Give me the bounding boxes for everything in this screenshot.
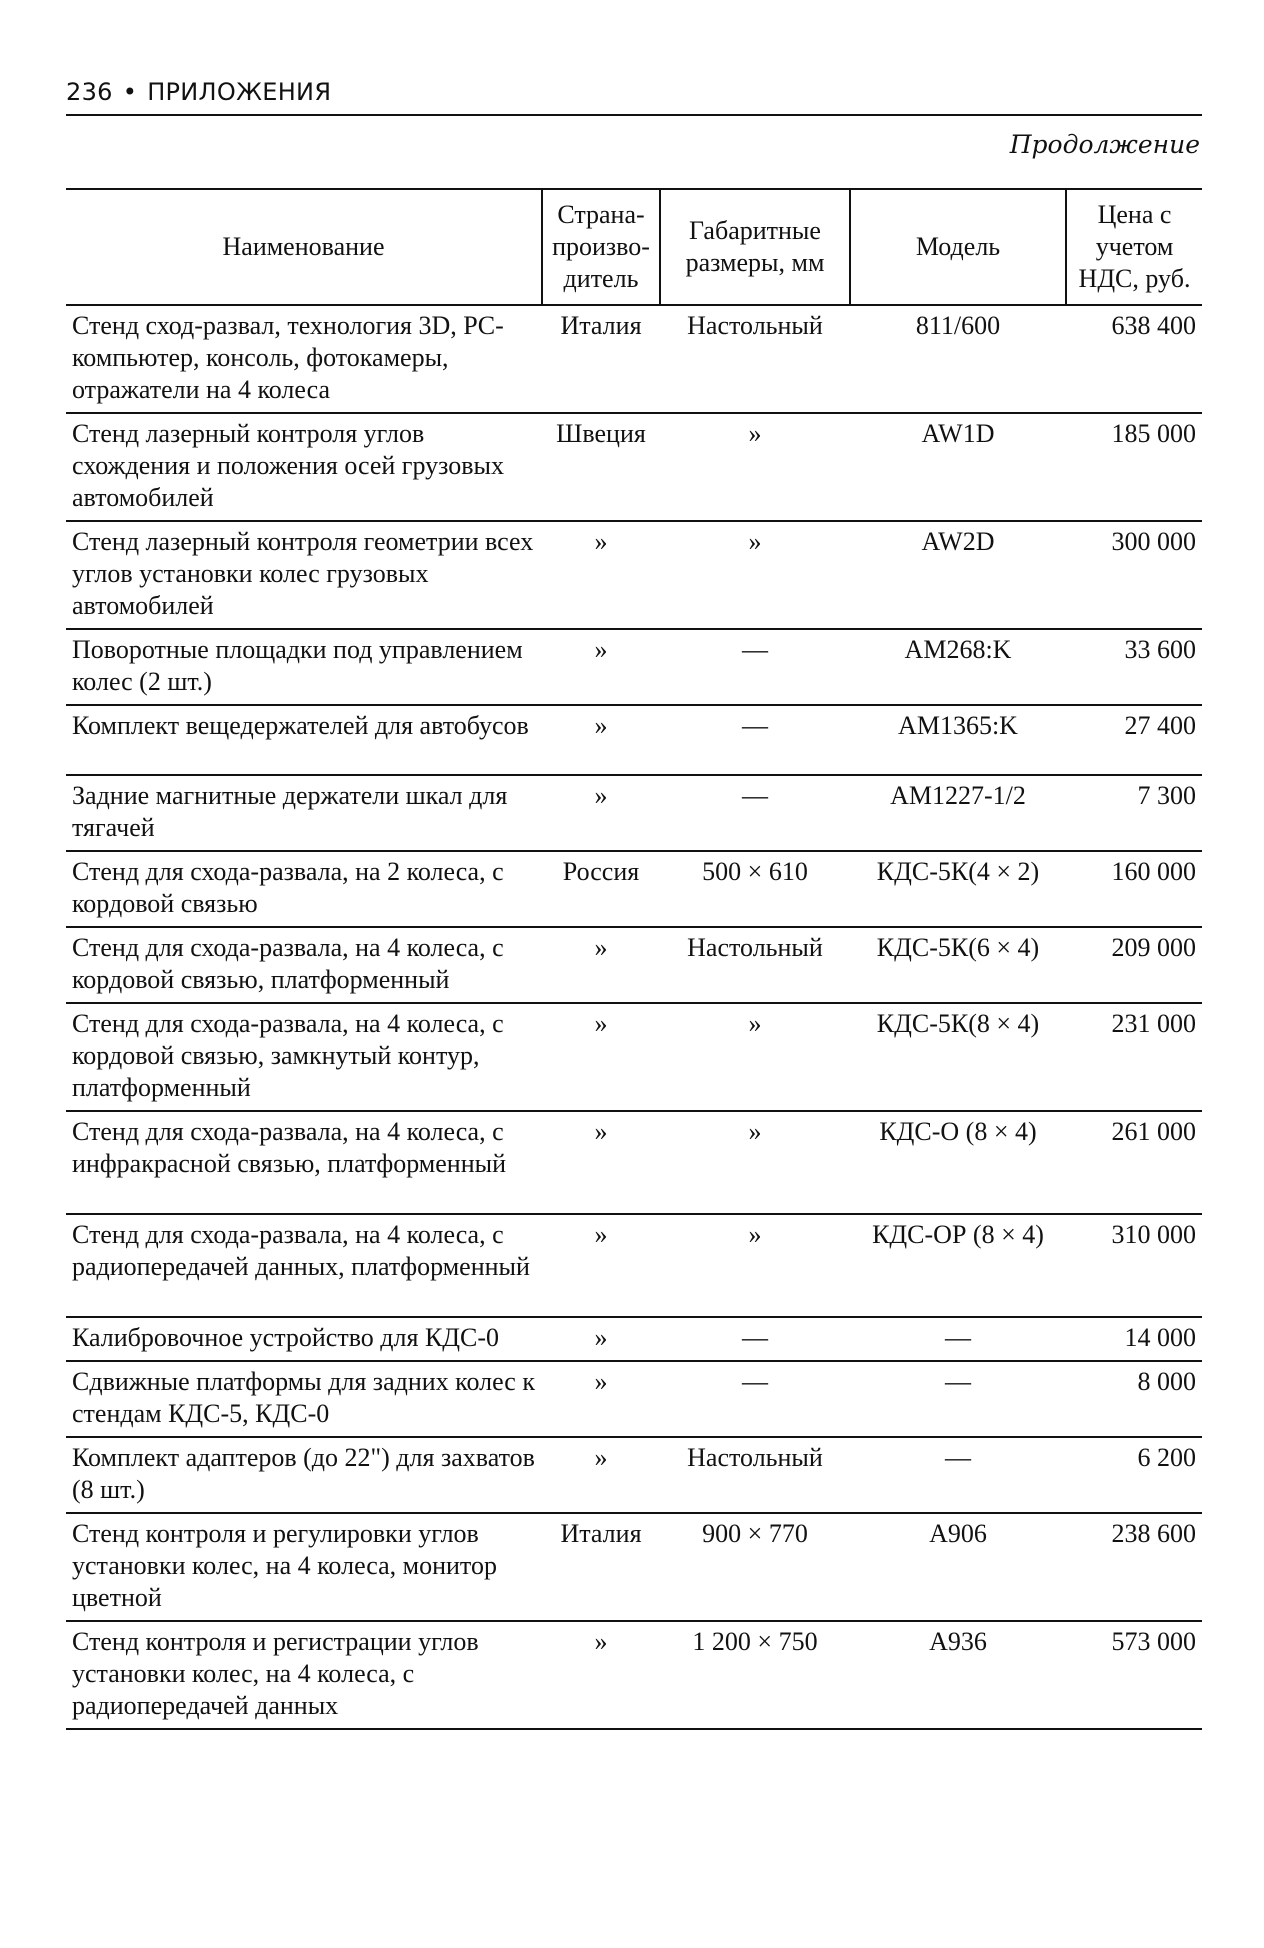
cell-price: 638 400 <box>1111 311 1196 340</box>
cell-price: 6 200 <box>1137 1443 1196 1472</box>
table-row <box>66 1621 1202 1729</box>
table-row <box>66 1437 1202 1513</box>
cell-name: Сдвижные платформы для задних колес к стендам КДС-5, КДС-0 <box>72 1367 535 1428</box>
cell-size: Настольный <box>687 933 823 962</box>
cell-size: » <box>748 527 762 556</box>
cell-size: Настольный <box>687 311 823 340</box>
cell-country: » <box>594 1627 608 1656</box>
cell-price: 160 000 <box>1111 857 1196 886</box>
table-row <box>66 1111 1202 1214</box>
table-row <box>66 521 1202 629</box>
cell-model: AW1D <box>921 419 995 448</box>
cell-country: » <box>594 1009 608 1038</box>
cell-model: AM268:K <box>904 635 1012 664</box>
cell-model: AW2D <box>921 527 995 556</box>
cell-name: Стенд для схода-развала, на 4 колеса, с инфракрасной связью, платформенный <box>72 1117 507 1178</box>
cell-model: A936 <box>929 1627 987 1656</box>
table-row <box>66 1513 1202 1621</box>
cell-model: 811/600 <box>915 311 1001 340</box>
header-separator: • <box>122 78 138 106</box>
cell-country: » <box>594 781 608 810</box>
cell-size: 900 × 770 <box>702 1519 808 1548</box>
cell-price: 8 000 <box>1137 1367 1196 1396</box>
cell-name: Комплект вещедержателей для автобусов <box>72 711 529 740</box>
cell-name: Стенд для схода-развала, на 2 колеса, с кордовой связью <box>72 857 504 918</box>
cell-size: — <box>742 711 768 740</box>
price-table <box>66 188 1202 1730</box>
cell-model: AM1365:K <box>898 711 1018 740</box>
cell-size: » <box>748 1009 762 1038</box>
cell-name: Комплект адаптеров (до 22") для захватов (8 шт.) <box>72 1443 535 1504</box>
cell-country: » <box>594 527 608 556</box>
table-row <box>66 1361 1202 1437</box>
cell-model: КДС-5К(4 × 2) <box>876 857 1040 886</box>
table-row <box>66 305 1202 413</box>
cell-name: Поворотные площадки под управлением колес (2 шт.) <box>72 635 523 696</box>
cell-name: Калибровочное устройство для КДС-0 <box>72 1323 500 1352</box>
cell-name: Стенд сход-развал, технология 3D, PC-компьютер, консоль, фотокамеры, отражатели на 4 колеса <box>72 311 504 404</box>
cell-model: — <box>945 1323 971 1352</box>
cell-price: 238 600 <box>1111 1519 1196 1548</box>
cell-size: — <box>742 1323 768 1352</box>
cell-name: Стенд контроля и регистрации углов установки колес, на 4 колеса, с радиопередачей данных <box>72 1627 479 1720</box>
cell-price: 261 000 <box>1111 1117 1196 1146</box>
cell-price: 300 000 <box>1111 527 1196 556</box>
cell-model: КДС-ОР (8 × 4) <box>872 1220 1044 1249</box>
cell-size: 500 × 610 <box>702 857 808 886</box>
col-header-name: Наименование <box>222 232 385 261</box>
cell-size: — <box>742 635 768 664</box>
cell-country: » <box>594 933 608 962</box>
cell-country: » <box>594 635 608 664</box>
cell-model: — <box>945 1443 971 1472</box>
cell-model: КДС-О (8 × 4) <box>879 1117 1037 1146</box>
table-row <box>66 1317 1202 1361</box>
cell-model: AM1227-1/2 <box>890 781 1026 810</box>
cell-name: Стенд лазерный контроля углов схождения и положения осей грузовых автомобилей <box>72 419 504 512</box>
cell-country: » <box>594 711 608 740</box>
cell-name: Стенд для схода-развала, на 4 колеса, с кордовой связью, платформенный <box>72 933 504 994</box>
continuation-label: Продолжение <box>1009 130 1200 159</box>
cell-size: 1 200 × 750 <box>692 1627 818 1656</box>
table-row <box>66 851 1202 927</box>
col-header-price: Цена с учетом НДС, руб. <box>1066 189 1202 305</box>
cell-country: » <box>594 1443 608 1472</box>
cell-price: 231 000 <box>1111 1009 1196 1038</box>
running-head <box>66 74 1202 116</box>
cell-country: » <box>594 1367 608 1396</box>
cell-size: » <box>748 1220 762 1249</box>
cell-size: — <box>742 1367 768 1396</box>
cell-price: 310 000 <box>1111 1220 1196 1249</box>
table-row <box>66 775 1202 851</box>
col-header-size: Габаритные размеры, мм <box>660 189 850 305</box>
cell-name: Стенд для схода-развала, на 4 колеса, с кордовой связью, замкнутый контур, платформенный <box>72 1009 504 1102</box>
cell-name: Стенд контроля и регулировки углов установки колес, на 4 колеса, монитор цветной <box>72 1519 497 1612</box>
cell-size: » <box>748 1117 762 1146</box>
table-row <box>66 1214 1202 1317</box>
table-row <box>66 629 1202 705</box>
cell-country: Италия <box>560 1519 642 1548</box>
cell-country: » <box>594 1117 608 1146</box>
cell-model: A906 <box>929 1519 987 1548</box>
page-number: 236 <box>66 78 113 106</box>
cell-country: » <box>594 1323 608 1352</box>
section-title: ПРИЛОЖЕНИЯ <box>147 78 332 106</box>
table-row <box>66 1003 1202 1111</box>
cell-price: 7 300 <box>1137 781 1196 810</box>
cell-model: — <box>945 1367 971 1396</box>
cell-price: 27 400 <box>1124 711 1196 740</box>
cell-name: Стенд лазерный контроля геометрии всех углов установки колес грузовых автомобилей <box>72 527 534 620</box>
table-row <box>66 705 1202 775</box>
cell-model: КДС-5К(6 × 4) <box>876 933 1040 962</box>
cell-price: 573 000 <box>1111 1627 1196 1656</box>
cell-price: 185 000 <box>1111 419 1196 448</box>
cell-price: 14 000 <box>1124 1323 1196 1352</box>
cell-name: Задние магнитные держатели шкал для тягачей <box>72 781 508 842</box>
cell-country: Россия <box>562 857 640 886</box>
cell-country: Италия <box>560 311 642 340</box>
col-header-model: Модель <box>850 189 1066 305</box>
cell-name: Стенд для схода-развала, на 4 колеса, с радиопередачей данных, платформенный <box>72 1220 530 1281</box>
cell-size: » <box>748 419 762 448</box>
cell-size: Настольный <box>687 1443 823 1472</box>
cell-country: Швеция <box>556 419 646 448</box>
table-row <box>66 413 1202 521</box>
cell-size: — <box>742 781 768 810</box>
col-header-country: Страна-произво-дитель <box>542 189 660 305</box>
table-header-row <box>66 189 1202 305</box>
cell-country: » <box>594 1220 608 1249</box>
cell-price: 33 600 <box>1124 635 1196 664</box>
table-row <box>66 927 1202 1003</box>
cell-model: КДС-5К(8 × 4) <box>876 1009 1040 1038</box>
cell-price: 209 000 <box>1111 933 1196 962</box>
